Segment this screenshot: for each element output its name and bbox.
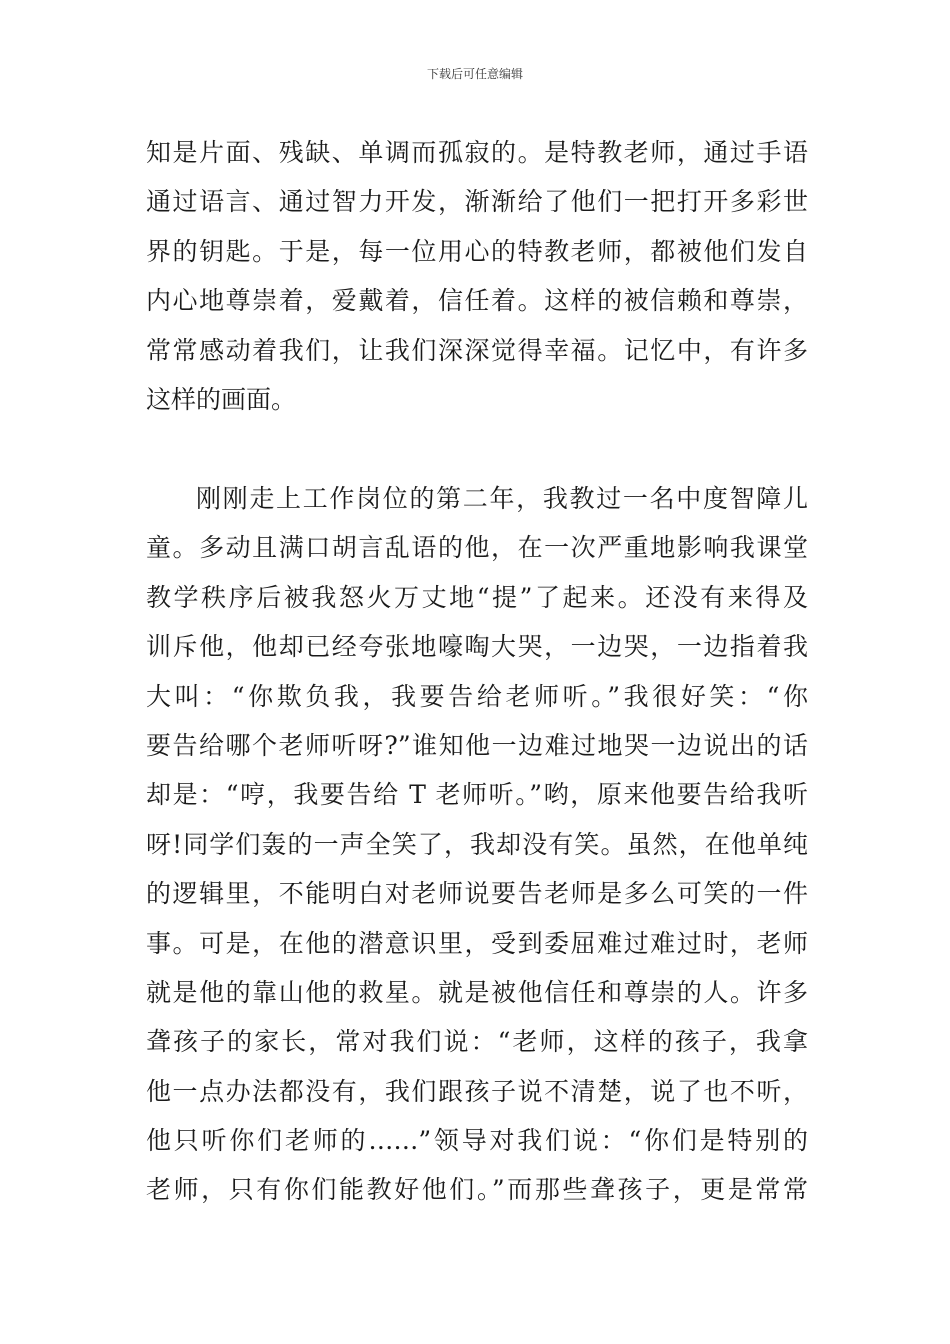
paragraph-2 <box>146 474 808 1215</box>
text-line: 这样的画面。 <box>146 384 297 414</box>
text-line: 却是：“哼，我要告给 T 老师听。”哟，原来他要告给我听 <box>146 780 808 810</box>
text-line: 聋孩子的家长，常对我们说：“老师，这样的孩子，我拿 <box>146 1027 808 1057</box>
text-line: 内心地尊崇着，爱戴着，信任着。这样的被信赖和尊崇， <box>146 286 808 316</box>
page-header-note: 下载后可任意编辑 <box>426 67 523 81</box>
text-line: 界的钥匙。于是，每一位用心的特教老师，都被他们发自 <box>146 236 808 266</box>
text-line: 通过语言、通过智力开发，渐渐给了他们一把打开多彩世 <box>146 187 808 217</box>
paragraph-1 <box>146 128 808 424</box>
text-line: 童。多动且满口胡言乱语的他，在一次严重地影响我课堂 <box>146 533 808 563</box>
text-line: 他一点办法都没有，我们跟孩子说不清楚，说了也不听， <box>146 1076 808 1106</box>
text-line: 他只听你们老师的……”领导对我们说：“你们是特别的 <box>146 1126 808 1156</box>
text-line: 呀!同学们轰的一声全笑了，我却没有笑。虽然，在他单纯 <box>146 829 808 859</box>
text-line: 训斥他，他却已经夸张地嚎啕大哭，一边哭，一边指着我 <box>146 632 808 662</box>
text-line: 老师，只有你们能教好他们。”而那些聋孩子，更是常常 <box>146 1175 808 1205</box>
text-line: 刚刚走上工作岗位的第二年，我教过一名中度智障儿 <box>196 484 808 513</box>
text-line: 教学秩序后被我怒火万丈地“提”了起来。还没有来得及 <box>146 582 808 612</box>
text-line: 大叫：“你欺负我，我要告给老师听。”我很好笑：“你 <box>146 681 808 711</box>
text-line: 事。可是，在他的潜意识里，受到委屈难过难过时，老师 <box>146 928 808 958</box>
text-line: 常常感动着我们，让我们深深觉得幸福。记忆中，有许多 <box>146 335 808 365</box>
text-line: 要告给哪个老师听呀?”谁知他一边难过地哭一边说出的话 <box>146 730 808 760</box>
text-line: 就是他的靠山他的救星。就是被他信任和尊崇的人。许多 <box>146 977 808 1007</box>
text-line: 的逻辑里，不能明白对老师说要告老师是多么可笑的一件 <box>146 879 808 909</box>
text-line: 知是片面、残缺、单调而孤寂的。是特教老师，通过手语 <box>146 138 808 167</box>
